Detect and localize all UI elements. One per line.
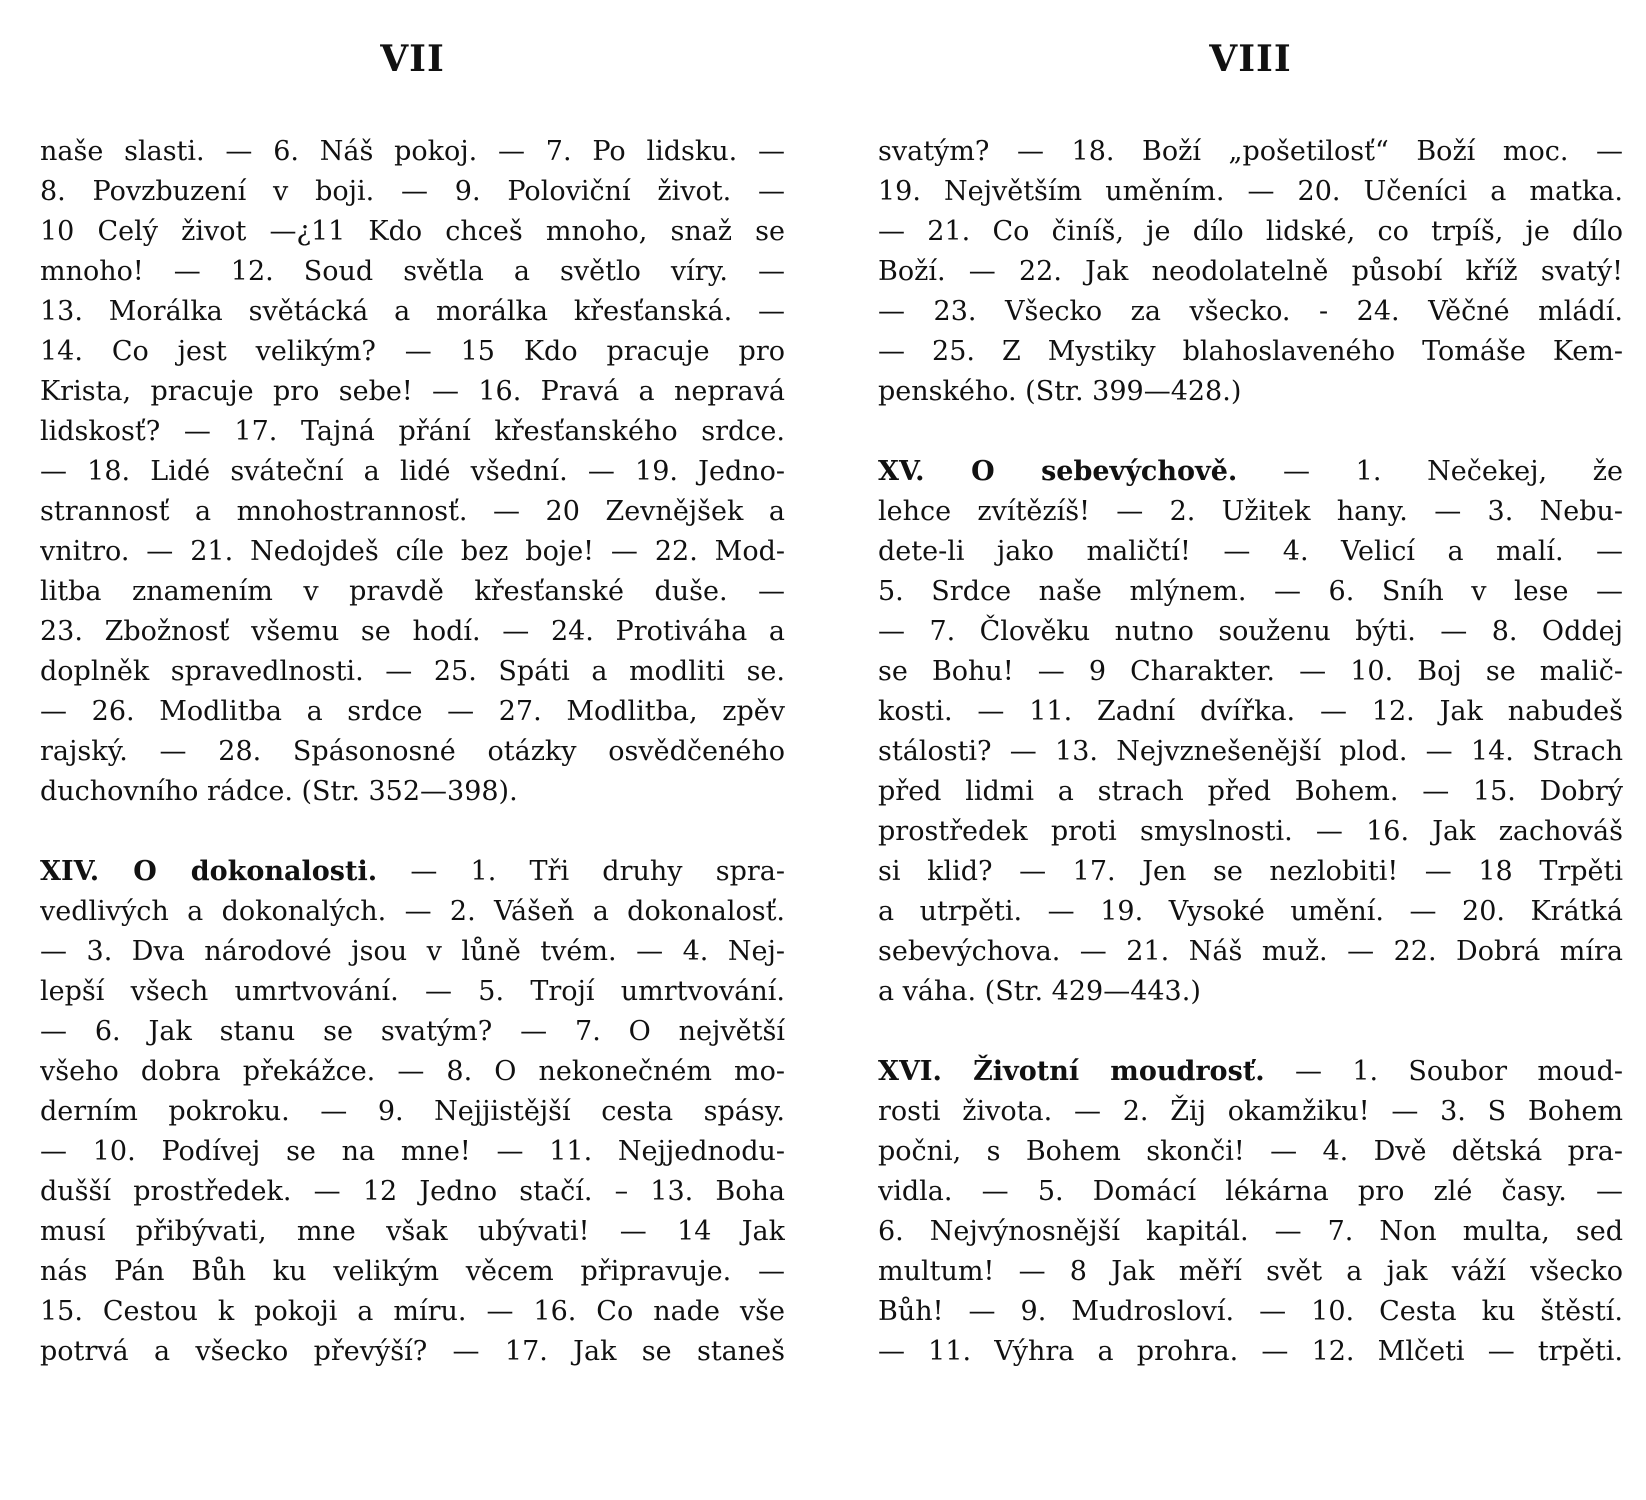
text-line: — 21. Co činíš, je dílo lidské, co trpíš, je dílo [878, 216, 1623, 247]
text-line: kosti. — 11. Zadní dvířka. — 12. Jak nabudeš [878, 696, 1623, 727]
text-line: a váha. (Str. 429—443.) [878, 976, 1201, 1007]
section-xv-first-line [878, 452, 1623, 492]
text-line: Krista, pracuje pro sebe! — 16. Pravá a nepravá [40, 376, 785, 407]
text-line: — 3. Dva národové jsou v lůně tvém. — 4. Nej- [40, 936, 785, 967]
text-line: dete-li jako maličtí! — 4. Velicí a malí. — [878, 536, 1623, 567]
section-xiv-first-line-text: — 1. Tři druhy spra- [377, 856, 785, 887]
text-line: 23. Zbožnosť všemu se hodí. — 24. Protiváha a [40, 616, 785, 647]
left-page-body [40, 132, 785, 1372]
text-line: dušší prostředek. — 12 Jedno stačí. – 13. Boha [40, 1176, 785, 1207]
section-xvi-first-line [878, 1052, 1623, 1092]
text-line: prostředek proti smyslnosti. — 16. Jak zachováš [878, 816, 1623, 847]
text-line: a utrpěti. — 19. Vysoké umění. — 20. Krátká [878, 896, 1623, 927]
text-line: vnitro. — 21. Nedojdeš cíle bez boje! — 22. Mod- [40, 536, 785, 567]
page-number-right: VIII [1209, 38, 1292, 80]
section-heading-xvi: XVI. Životní moudrosť. [878, 1056, 1265, 1087]
text-line: — 7. Člověku nutno souženu býti. — 8. Oddej [878, 616, 1623, 647]
text-line: Boží. — 22. Jak neodolatelně působí kříž svatý! [878, 256, 1623, 287]
section-heading-xiv: XIV. O dokonalosti. [40, 856, 378, 887]
text-line: 19. Největším uměním. — 20. Učeníci a matka. [878, 176, 1623, 207]
text-line: 6. Nejvýnosnější kapitál. — 7. Non multa, sed [878, 1216, 1623, 1247]
text-line: 14. Co jest velikým? — 15 Kdo pracuje pro [40, 336, 785, 367]
text-line: Bůh! — 9. Mudrosloví. — 10. Cesta ku štěstí. [878, 1296, 1623, 1327]
text-line: doplněk spravedlnosti. — 25. Spáti a modliti se. [40, 656, 785, 687]
text-line: lehce zvítězíš! — 2. Užitek hany. — 3. Nebu- [878, 496, 1623, 527]
section-heading-xv: XV. O sebevýchově. [878, 456, 1238, 487]
text-line: počni, s Bohem skonči! — 4. Dvě dětská pra- [878, 1136, 1623, 1167]
text-line: mnoho! — 12. Soud světla a světlo víry. — [40, 256, 785, 287]
section-xvi-first-line-text: — 1. Soubor moud- [1264, 1056, 1623, 1087]
text-line: multum! — 8 Jak měří svět a jak váží všecko [878, 1256, 1623, 1287]
text-line: svatým? — 18. Boží „pošetilosť“ Boží moc. — [878, 136, 1623, 167]
text-line: lidskosť? — 17. Tajná přání křesťanského srdce. [40, 416, 785, 447]
text-line: sebevýchova. — 21. Náš muž. — 22. Dobrá míra [878, 936, 1623, 967]
text-line: duchovního rádce. (Str. 352—398). [40, 776, 518, 807]
text-line: 5. Srdce naše mlýnem. — 6. Sníh v lese — [878, 576, 1623, 607]
section-gap [878, 1012, 1623, 1052]
text-line: — 10. Podívej se na mne! — 11. Nejjednodu- [40, 1136, 785, 1167]
page-number-left: VII [380, 38, 445, 80]
right-page-body [878, 132, 1623, 1372]
text-line: — 18. Lidé sváteční a lidé všední. — 19. Jedno- [40, 456, 785, 487]
text-line: před lidmi a strach před Bohem. — 15. Dobrý [878, 776, 1623, 807]
text-line: penského. (Str. 399—428.) [878, 376, 1242, 407]
text-line: musí přibývati, mne však ubývati! — 14 Jak [40, 1216, 785, 1247]
text-line: potrvá a všecko převýší? — 17. Jak se staneš [40, 1336, 785, 1367]
text-line: 8. Povzbuzení v boji. — 9. Poloviční život. — [40, 176, 785, 207]
section-gap [40, 812, 785, 852]
text-line: 10 Celý život —¿11 Kdo chceš mnoho, snaž se [40, 216, 785, 247]
text-line: — 23. Všecko za všecko. - 24. Věčné mládí. [878, 296, 1623, 327]
section-xiv-first-line [40, 852, 785, 892]
text-line: — 26. Modlitba a srdce — 27. Modlitba, zpěv [40, 696, 785, 727]
text-line: naše slasti. — 6. Náš pokoj. — 7. Po lidsku. — [40, 136, 785, 167]
text-line: — 25. Z Mystiky blahoslaveného Tomáše Kem- [878, 336, 1623, 367]
text-line: všeho dobra překážce. — 8. O nekonečném mo- [40, 1056, 785, 1087]
section-gap [878, 412, 1623, 452]
text-line: stálosti? — 13. Nejvznešenější plod. — 14. Strach [878, 736, 1623, 767]
text-line: 15. Cestou k pokoji a míru. — 16. Co nade vše [40, 1296, 785, 1327]
section-xv-first-line-text: — 1. Nečekej, že [1237, 456, 1623, 487]
text-line: rosti života. — 2. Žij okamžiku! — 3. S Bohem [878, 1096, 1623, 1127]
text-line: 13. Morálka světácká a morálka křesťanská. — [40, 296, 785, 327]
text-line: derním pokroku. — 9. Nejjistější cesta spásy. [40, 1096, 785, 1127]
text-line: vedlivých a dokonalých. — 2. Vášeň a dokonalosť. [40, 896, 785, 927]
text-line: lepší všech umrtvování. — 5. Trojí umrtvování. [40, 976, 785, 1007]
text-line: litba znamením v pravdě křesťanské duše. — [40, 576, 785, 607]
text-line: — 11. Výhra a prohra. — 12. Mlčeti — trpěti. [878, 1336, 1623, 1367]
text-line: strannosť a mnohostrannosť. — 20 Zevnějšek a [40, 496, 785, 527]
text-line: rajský. — 28. Spásonosné otázky osvědčeného [40, 736, 785, 767]
text-line: se Bohu! — 9 Charakter. — 10. Boj se malič- [878, 656, 1623, 687]
text-line: nás Pán Bůh ku velikým věcem připravuje. — [40, 1256, 785, 1287]
text-line: si klid? — 17. Jen se nezlobiti! — 18 Trpěti [878, 856, 1623, 887]
text-line: — 6. Jak stanu se svatým? — 7. O největší [40, 1016, 785, 1047]
text-line: vidla. — 5. Domácí lékárna pro zlé časy. — [878, 1176, 1623, 1207]
